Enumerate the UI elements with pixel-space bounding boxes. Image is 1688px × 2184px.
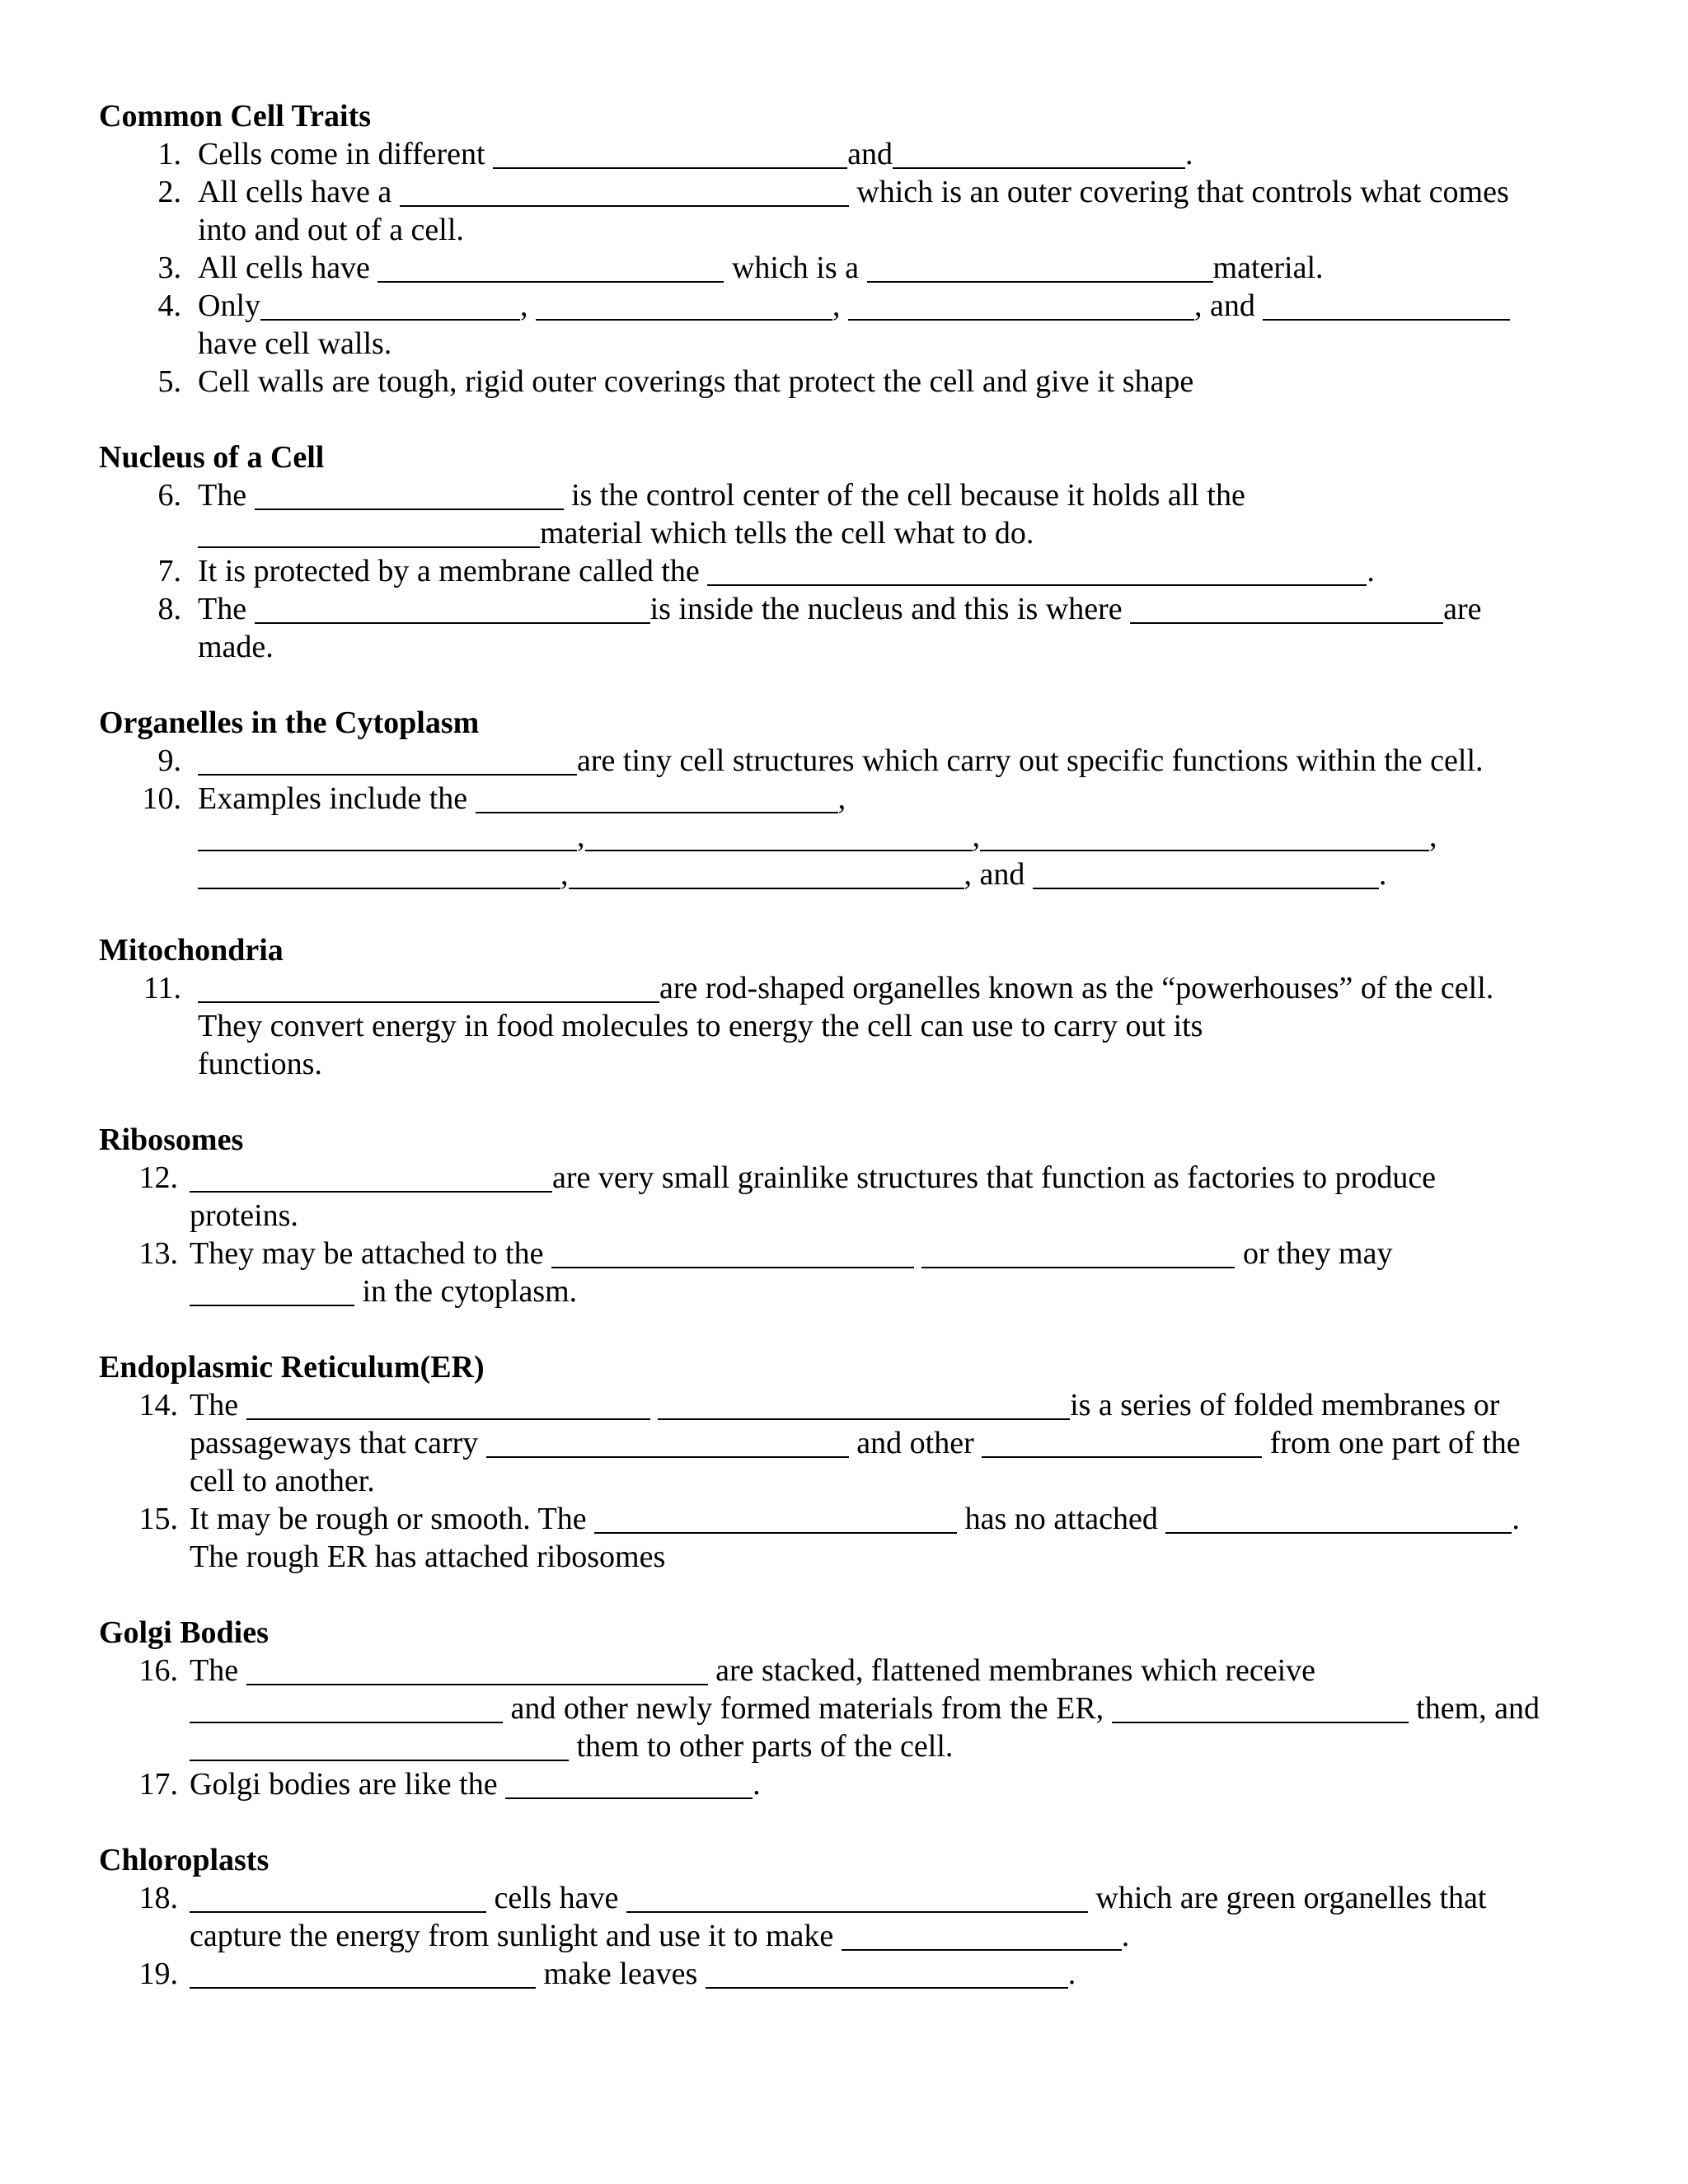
- fill-in-blank[interactable]: [190, 1957, 536, 1989]
- question-line: [190, 1462, 1606, 1500]
- question-number: 6.: [157, 478, 181, 513]
- question-text: The: [198, 592, 255, 626]
- question-item: [99, 173, 1606, 249]
- question-text: which is an outer covering that controls what comes: [848, 175, 1509, 209]
- fill-in-blank[interactable]: [982, 1427, 1262, 1458]
- question-text: from one part of the: [1262, 1426, 1521, 1460]
- question-text: All cells have a: [198, 175, 400, 209]
- question-text: ,: [560, 857, 569, 892]
- question-text: and: [847, 137, 893, 171]
- question-text: The rough ER has attached ribosomes: [190, 1540, 666, 1574]
- question-line: [190, 1538, 1606, 1576]
- fill-in-blank[interactable]: [377, 251, 724, 283]
- question-number: 9.: [157, 743, 181, 778]
- section-title: Organelles in the Cytoplasm: [99, 705, 480, 740]
- fill-in-blank[interactable]: [848, 289, 1194, 321]
- question-number: 13.: [138, 1236, 178, 1271]
- question-item: [99, 1159, 1606, 1235]
- question-item: [99, 1235, 1606, 1310]
- question-text: [650, 1388, 659, 1422]
- question-text: Golgi bodies are like the: [190, 1767, 506, 1802]
- question-text: are tiny cell structures which carry out specific functions within the cell.: [577, 743, 1484, 778]
- question-text: ,: [832, 288, 848, 323]
- question-text: .: [1067, 1957, 1076, 1991]
- question-text: It is protected by a membrane called the: [198, 554, 708, 588]
- section-7: [99, 1841, 1606, 1993]
- fill-in-blank[interactable]: [486, 1427, 849, 1458]
- question-text: passageways that carry: [190, 1426, 486, 1460]
- question-number: 8.: [157, 592, 181, 626]
- question-text: ,: [520, 288, 536, 323]
- question-text: is a series of folded membranes or: [1070, 1388, 1500, 1422]
- question-text: [914, 1236, 922, 1271]
- question-line: [198, 552, 1606, 590]
- question-text: and other: [848, 1426, 982, 1460]
- question-line: [198, 514, 1606, 552]
- question-line: [190, 1955, 1606, 1993]
- question-item: [99, 476, 1606, 552]
- section-title: Endoplasmic Reticulum(ER): [99, 1350, 485, 1385]
- section-6: [99, 1614, 1606, 1803]
- question-text: .: [1121, 1919, 1130, 1953]
- fill-in-blank[interactable]: [190, 1275, 354, 1306]
- fill-in-blank[interactable]: [198, 744, 577, 776]
- question-text: .: [1367, 554, 1375, 588]
- fill-in-blank[interactable]: [569, 858, 964, 889]
- question-text: are: [1443, 592, 1482, 626]
- question-text: They convert energy in food molecules to energy the cell can use to carry out its: [198, 1009, 1203, 1043]
- question-line: [198, 476, 1606, 514]
- section-4: [99, 1121, 1606, 1310]
- fill-in-blank[interactable]: [255, 593, 650, 624]
- fill-in-blank[interactable]: [842, 1919, 1122, 1951]
- question-item: [99, 249, 1606, 287]
- section-title: Mitochondria: [99, 933, 284, 968]
- question-text: .: [1512, 1502, 1520, 1536]
- fill-in-blank[interactable]: [1165, 1502, 1512, 1534]
- fill-in-blank[interactable]: [476, 782, 838, 813]
- fill-in-blank[interactable]: [400, 176, 849, 207]
- question-line: [198, 780, 1606, 818]
- question-number: 14.: [138, 1388, 178, 1422]
- question-line: [190, 1879, 1606, 1917]
- section-0: [99, 97, 1606, 401]
- question-line: [198, 818, 1606, 855]
- section-2: [99, 704, 1606, 893]
- question-text: .: [753, 1767, 761, 1802]
- question-text: has no attached: [957, 1502, 1166, 1536]
- question-text: made.: [198, 630, 274, 664]
- fill-in-blank[interactable]: [493, 138, 847, 169]
- question-number: 7.: [157, 554, 181, 588]
- question-number: 11.: [143, 971, 181, 1005]
- question-text: which is a: [724, 251, 867, 285]
- fill-in-blank[interactable]: [190, 1692, 503, 1723]
- fill-in-blank[interactable]: [190, 1882, 486, 1913]
- question-item: [99, 135, 1606, 173]
- question-number: 10.: [142, 781, 181, 816]
- question-item: [99, 1386, 1606, 1500]
- fill-in-blank[interactable]: [658, 1389, 1070, 1420]
- question-text: They may be attached to the: [190, 1236, 551, 1271]
- question-text: Examples include the: [198, 781, 476, 816]
- question-line: [190, 1424, 1606, 1462]
- question-text: ,: [1429, 819, 1437, 854]
- question-line: [198, 173, 1606, 211]
- question-item: [99, 1955, 1606, 1993]
- section-1: [99, 438, 1606, 666]
- question-line: [190, 1652, 1606, 1690]
- fill-in-blank[interactable]: [626, 1882, 1088, 1913]
- question-text: into and out of a cell.: [198, 213, 464, 247]
- fill-in-blank[interactable]: [198, 517, 540, 548]
- question-item: [99, 363, 1606, 401]
- question-line: [190, 1500, 1606, 1538]
- fill-in-blank[interactable]: [893, 138, 1185, 169]
- question-line: [190, 1235, 1606, 1272]
- question-text: , and: [964, 857, 1033, 892]
- fill-in-blank[interactable]: [198, 972, 659, 1003]
- question-text: have cell walls.: [198, 326, 392, 361]
- question-line: [190, 1272, 1606, 1310]
- question-text: are rod-shaped organelles known as the “powerhouses” of the cell.: [659, 971, 1494, 1005]
- question-text: ,: [837, 781, 846, 816]
- question-line: [198, 590, 1606, 628]
- fill-in-blank[interactable]: [255, 479, 564, 510]
- question-item: [99, 969, 1606, 1083]
- question-line: [190, 1727, 1606, 1765]
- question-text: proteins.: [190, 1198, 298, 1233]
- question-item: [99, 780, 1606, 893]
- question-number: 12.: [138, 1160, 178, 1195]
- section-title: Chloroplasts: [99, 1843, 270, 1877]
- question-text: is the control center of the cell because it holds all the: [563, 478, 1245, 513]
- question-line: [190, 1690, 1606, 1727]
- fill-in-blank[interactable]: [198, 858, 560, 889]
- fill-in-blank[interactable]: [980, 820, 1429, 851]
- question-line: [198, 249, 1606, 287]
- fill-in-blank[interactable]: [260, 289, 520, 321]
- question-text: them to other parts of the cell.: [569, 1729, 954, 1764]
- question-text: .: [1184, 137, 1193, 171]
- question-line: [198, 211, 1606, 249]
- section-title: Nucleus of a Cell: [99, 440, 325, 475]
- question-text: cell to another.: [190, 1464, 375, 1498]
- section-title: Ribosomes: [99, 1122, 244, 1157]
- question-number: 4.: [157, 288, 181, 323]
- question-item: [99, 1879, 1606, 1955]
- question-number: 18.: [138, 1881, 178, 1915]
- question-text: Only: [198, 288, 260, 323]
- question-line: [198, 855, 1606, 893]
- fill-in-blank[interactable]: [867, 251, 1213, 283]
- question-text: material.: [1212, 251, 1324, 285]
- fill-in-blank[interactable]: [551, 1237, 914, 1268]
- fill-in-blank[interactable]: [505, 1768, 753, 1799]
- section-title: Common Cell Traits: [99, 99, 372, 134]
- question-item: [99, 1500, 1606, 1576]
- fill-in-blank[interactable]: [1033, 858, 1379, 889]
- section-3: [99, 931, 1606, 1083]
- question-item: [99, 1652, 1606, 1765]
- question-line: [198, 363, 1606, 401]
- question-text: Cells come in different: [198, 137, 494, 171]
- question-text: capture the energy from sunlight and use it to make: [190, 1919, 842, 1953]
- question-number: 3.: [157, 251, 181, 285]
- question-line: [198, 1045, 1606, 1083]
- fill-in-blank[interactable]: [190, 1161, 552, 1193]
- question-number: 2.: [157, 175, 181, 209]
- fill-in-blank[interactable]: [1112, 1692, 1409, 1723]
- question-line: [198, 325, 1606, 363]
- question-number: 5.: [157, 364, 181, 399]
- fill-in-blank[interactable]: [1130, 593, 1443, 624]
- question-text: them, and: [1408, 1691, 1540, 1726]
- question-text: is inside the nucleus and this is where: [649, 592, 1131, 626]
- fill-in-blank[interactable]: [198, 820, 577, 851]
- fill-in-blank[interactable]: [585, 820, 973, 851]
- question-item: [99, 287, 1606, 363]
- question-line: [198, 1007, 1606, 1045]
- fill-in-blank[interactable]: [1263, 289, 1510, 321]
- fill-in-blank[interactable]: [706, 1957, 1068, 1989]
- question-text: or they may: [1235, 1236, 1393, 1271]
- section-5: [99, 1348, 1606, 1576]
- question-item: [99, 1765, 1606, 1803]
- fill-in-blank[interactable]: [246, 1389, 650, 1420]
- fill-in-blank[interactable]: [594, 1502, 957, 1534]
- fill-in-blank[interactable]: [921, 1237, 1235, 1268]
- question-text: material which tells the cell what to do.: [540, 516, 1034, 551]
- question-line: [198, 287, 1606, 325]
- question-item: [99, 552, 1606, 590]
- question-number: 1.: [157, 137, 181, 171]
- question-line: [198, 135, 1606, 173]
- question-text: in the cytoplasm.: [354, 1274, 578, 1309]
- question-text: Cell walls are tough, rigid outer coverings that protect the cell and give it shape: [198, 364, 1194, 399]
- question-item: [99, 590, 1606, 666]
- section-title: Golgi Bodies: [99, 1615, 269, 1650]
- fill-in-blank[interactable]: [707, 555, 1367, 586]
- fill-in-blank[interactable]: [536, 289, 832, 321]
- question-number: 19.: [138, 1957, 178, 1991]
- question-line: [190, 1765, 1606, 1803]
- question-text: and other newly formed materials from the ER,: [503, 1691, 1112, 1726]
- question-text: which are green organelles that: [1087, 1881, 1487, 1915]
- question-line: [198, 742, 1606, 780]
- question-text: All cells have: [198, 251, 378, 285]
- question-text: The: [190, 1388, 246, 1422]
- question-line: [198, 628, 1606, 666]
- question-line: [190, 1159, 1606, 1197]
- question-text: The: [198, 478, 255, 513]
- question-number: 16.: [138, 1653, 178, 1688]
- question-number: 17.: [138, 1767, 178, 1802]
- question-number: 15.: [138, 1502, 178, 1536]
- question-line: [190, 1917, 1606, 1955]
- question-item: [99, 742, 1606, 780]
- question-line: [190, 1197, 1606, 1235]
- question-text: The: [190, 1653, 246, 1688]
- question-text: make leaves: [536, 1957, 706, 1991]
- question-text: It may be rough or smooth. The: [190, 1502, 595, 1536]
- fill-in-blank[interactable]: [190, 1730, 569, 1761]
- question-text: are stacked, flattened membranes which receive: [707, 1653, 1316, 1688]
- question-text: cells have: [486, 1881, 626, 1915]
- question-text: , and: [1194, 288, 1264, 323]
- question-text: .: [1378, 857, 1387, 892]
- question-text: ,: [972, 819, 980, 854]
- question-text: functions.: [198, 1047, 322, 1081]
- question-text: ,: [577, 819, 585, 854]
- question-text: are very small grainlike structures that function as factories to produce: [552, 1160, 1437, 1195]
- question-line: [190, 1386, 1606, 1424]
- fill-in-blank[interactable]: [246, 1654, 708, 1685]
- question-line: [198, 969, 1606, 1007]
